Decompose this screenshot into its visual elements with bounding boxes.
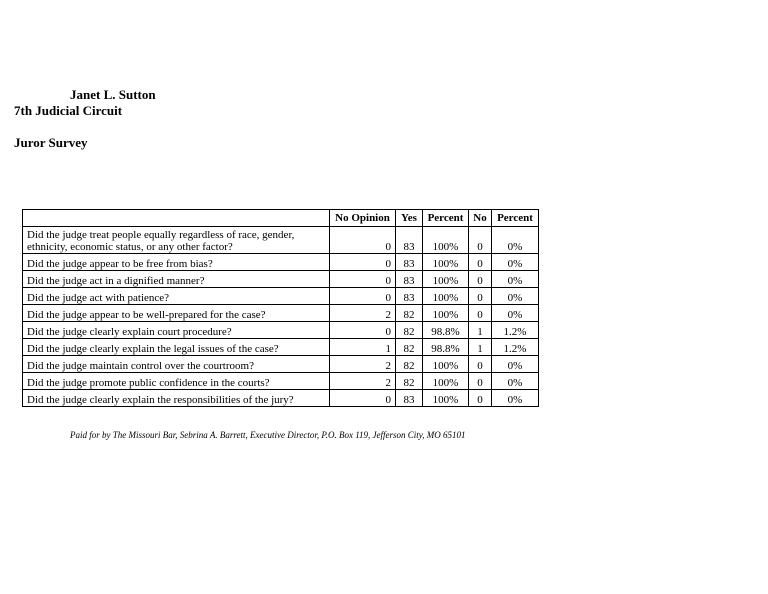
yes-percent-cell: 100% <box>423 356 469 373</box>
table-row <box>23 288 539 305</box>
question-cell: Did the judge act in a dignified manner? <box>23 271 330 288</box>
no-cell: 0 <box>469 390 492 407</box>
no-opinion-cell: 0 <box>330 288 396 305</box>
no-percent-cell: 0% <box>492 254 539 271</box>
table-row <box>23 356 539 373</box>
table-row <box>23 322 539 339</box>
question-cell: Did the judge promote public confidence in the courts? <box>23 373 330 390</box>
no-cell: 0 <box>469 227 492 254</box>
circuit-name: 7th Judicial Circuit <box>14 103 123 118</box>
question-cell: Did the judge appear to be free from bias? <box>23 254 330 271</box>
no-opinion-cell: 0 <box>330 390 396 407</box>
yes-cell: 82 <box>396 373 423 390</box>
survey-title: Juror Survey <box>14 135 88 150</box>
yes-percent-cell: 100% <box>423 271 469 288</box>
question-cell: Did the judge clearly explain the responsibilities of the jury? <box>23 390 330 407</box>
no-cell: 0 <box>469 271 492 288</box>
table-row <box>23 390 539 407</box>
question-cell: Did the judge act with patience? <box>23 288 330 305</box>
yes-cell: 83 <box>396 288 423 305</box>
yes-cell: 83 <box>396 390 423 407</box>
yes-percent-cell: 100% <box>423 254 469 271</box>
table-row <box>23 254 539 271</box>
no-percent-cell: 0% <box>492 271 539 288</box>
no-percent-cell: 0% <box>492 305 539 322</box>
header-no: No <box>469 210 492 227</box>
no-opinion-cell: 0 <box>330 322 396 339</box>
table-row <box>23 339 539 356</box>
no-cell: 1 <box>469 339 492 356</box>
header-no-percent: Percent <box>492 210 539 227</box>
question-cell: Did the judge appear to be well-prepared for the case? <box>23 305 330 322</box>
table-header-row <box>23 210 539 227</box>
no-percent-cell: 0% <box>492 373 539 390</box>
yes-percent-cell: 100% <box>423 390 469 407</box>
judge-name: Janet L. Sutton <box>70 87 156 102</box>
no-cell: 0 <box>469 305 492 322</box>
no-cell: 0 <box>469 356 492 373</box>
table-row <box>23 305 539 322</box>
yes-cell: 82 <box>396 356 423 373</box>
no-cell: 0 <box>469 373 492 390</box>
no-opinion-cell: 0 <box>330 227 396 254</box>
yes-cell: 82 <box>396 322 423 339</box>
no-percent-cell: 0% <box>492 288 539 305</box>
header-no-opinion: No Opinion <box>330 210 396 227</box>
yes-percent-cell: 98.8% <box>423 322 469 339</box>
no-cell: 0 <box>469 288 492 305</box>
header-yes: Yes <box>396 210 423 227</box>
question-cell: Did the judge treat people equally regardless of race, gender, ethnicity, economic status, or any other factor? <box>23 227 330 254</box>
no-percent-cell: 0% <box>492 356 539 373</box>
no-opinion-cell: 2 <box>330 356 396 373</box>
question-cell: Did the judge clearly explain court procedure? <box>23 322 330 339</box>
yes-cell: 83 <box>396 271 423 288</box>
table-row <box>23 373 539 390</box>
yes-cell: 82 <box>396 305 423 322</box>
no-cell: 0 <box>469 254 492 271</box>
no-opinion-cell: 0 <box>330 254 396 271</box>
no-opinion-cell: 1 <box>330 339 396 356</box>
survey-table <box>22 209 539 407</box>
table-row <box>23 227 539 254</box>
header-yes-percent: Percent <box>423 210 469 227</box>
yes-percent-cell: 100% <box>423 305 469 322</box>
table-row <box>23 271 539 288</box>
no-percent-cell: 0% <box>492 227 539 254</box>
no-opinion-cell: 2 <box>330 305 396 322</box>
question-cell: Did the judge clearly explain the legal issues of the case? <box>23 339 330 356</box>
yes-cell: 82 <box>396 339 423 356</box>
header-question <box>23 210 330 227</box>
question-cell: Did the judge maintain control over the courtroom? <box>23 356 330 373</box>
yes-percent-cell: 100% <box>423 373 469 390</box>
yes-cell: 83 <box>396 254 423 271</box>
no-opinion-cell: 0 <box>330 271 396 288</box>
no-percent-cell: 0% <box>492 390 539 407</box>
yes-percent-cell: 100% <box>423 288 469 305</box>
no-cell: 1 <box>469 322 492 339</box>
footer-note: Paid for by The Missouri Bar, Sebrina A. Barrett, Executive Director, P.O. Box 119, Jefferson City, MO 65101 <box>70 430 466 440</box>
yes-percent-cell: 98.8% <box>423 339 469 356</box>
no-percent-cell: 1.2% <box>492 339 539 356</box>
no-opinion-cell: 2 <box>330 373 396 390</box>
yes-cell: 83 <box>396 227 423 254</box>
no-percent-cell: 1.2% <box>492 322 539 339</box>
yes-percent-cell: 100% <box>423 227 469 254</box>
